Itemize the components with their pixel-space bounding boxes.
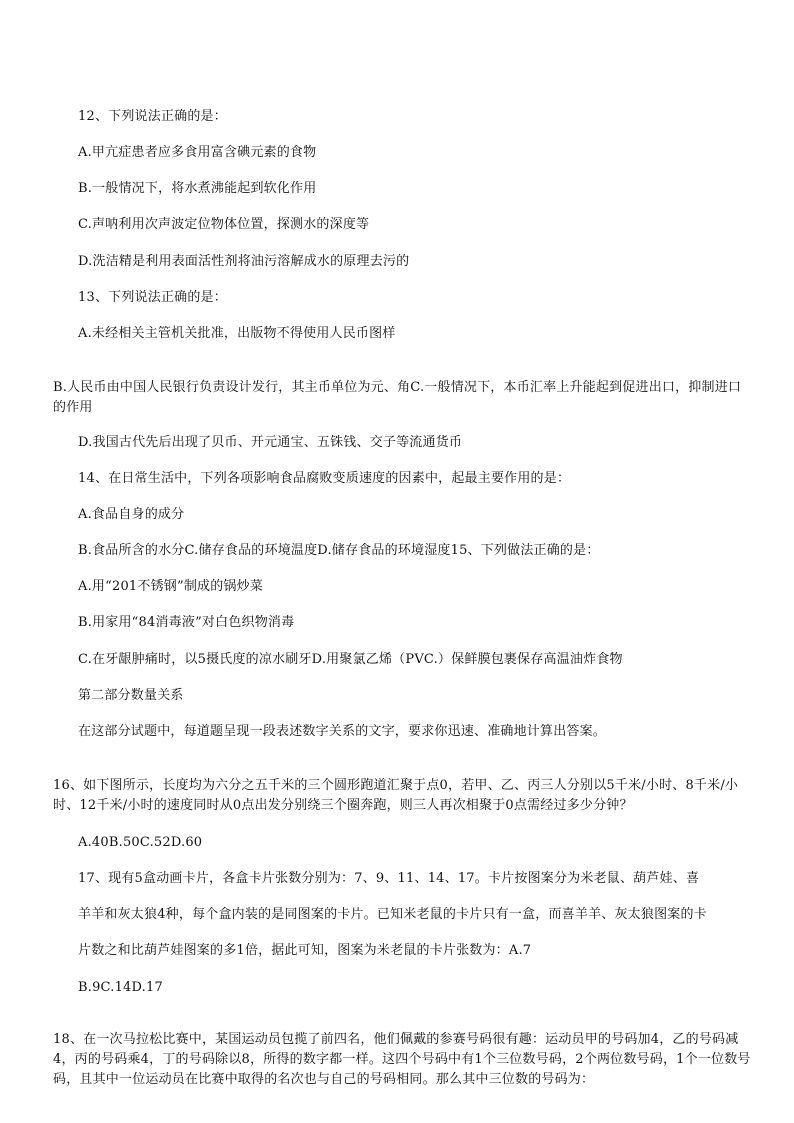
question-14-stem: 14、在日常生活中，下列各项影响食品腐败变质速度的因素中，起最主要作用的是： — [78, 471, 571, 486]
question-14-options-b-d-and-q15: B.食品所含的水分C.储存食品的环境温度D.储存食品的环境湿度15、下列做法正确的是： — [78, 543, 600, 558]
question-13-stem: 13、下列说法正确的是： — [78, 290, 227, 305]
question-13-option-d: D.我国古代先后出现了贝币、开元通宝、五铢钱、交子等流通货币 — [78, 435, 463, 450]
question-17-stem-line-1: 17、现有5盒动画卡片，各盒卡片张数分别为：7、9、11、14、17。卡片按图案分为米老鼠、葫芦娃、喜 — [78, 871, 700, 886]
question-18-stem: 18、在一次马拉松比赛中，某国运动员包揽了前四名，他们佩戴的参赛号码很有趣：运动员甲的号码加4，乙的号码减4，丙的号码乘4，丁的号码除以8，所得的数字都一样。这四个号码中有1个三位数号码，2个两位数号码，1个一位数号码，且其中一位运动员在比赛中取得的名次也与自己的号码相同。那么其中三位数的号码为： — [53, 1032, 751, 1087]
question-16-stem: 16、如下图所示，长度均为六分之五千米的三个圆形跑道汇聚于点0，若甲、乙、丙三人分别以5千米/小时、8千米/小时、12千米/小时的速度同时从0点出发分别绕三个圈奔跑，则三人再次相聚于0点需经过多少分钟？ — [53, 778, 739, 813]
section-2-instructions: 在这部分试题中，每道题呈现一段表述数字关系的文字，要求你迅速、准确地计算出答案。 — [78, 724, 607, 739]
question-16-options: A.40B.50C.52D.60 — [78, 835, 203, 850]
section-2-heading: 第二部分数量关系 — [78, 688, 184, 703]
question-17-options: B.9C.14D.17 — [78, 980, 163, 995]
question-13-option-a: A.未经相关主管机关批准，出版物不得使用人民币图样 — [78, 326, 396, 341]
question-17-stem-line-3: 片数之和比葫芦娃图案的多1倍，据此可知，图案为米老鼠的卡片张数为：A.7 — [78, 943, 532, 958]
question-12-option-d: D.洗洁精是利用表面活性剂将油污溶解成水的原理去污的 — [78, 254, 410, 269]
question-15-option-b: B.用家用“84消毒液”对白色织物消毒 — [78, 615, 295, 630]
question-12-option-c: C.声呐利用次声波定位物体位置，探测水的深度等 — [78, 217, 370, 232]
question-15-option-c-d: C.在牙龈肿痛时，以5摄氏度的凉水刷牙D.用聚氯乙烯（PVC.）保鲜膜包裹保存高温油炸食物 — [78, 652, 623, 667]
question-12-option-b: B.一般情况下，将水煮沸能起到软化作用 — [78, 181, 317, 196]
question-15-option-a: A.用“201不锈钢”制成的锅炒菜 — [78, 579, 264, 594]
question-14-option-a: A.食品自身的成分 — [78, 507, 185, 522]
question-12-stem: 12、下列说法正确的是： — [78, 109, 227, 124]
question-17-stem-line-2: 羊羊和灰太狼4种，每个盒内装的是同图案的卡片。已知米老鼠的卡片只有一盒，而喜羊羊、灰太狼图案的卡 — [78, 907, 707, 922]
question-12-option-a: A.甲亢症患者应多食用富含碘元素的食物 — [78, 145, 317, 160]
question-13-option-b-c: B.人民币由中国人民银行负责设计发行，其主币单位为元、角C.一般情况下，本币汇率上升能起到促进出口，抑制进口的作用 — [53, 380, 742, 415]
